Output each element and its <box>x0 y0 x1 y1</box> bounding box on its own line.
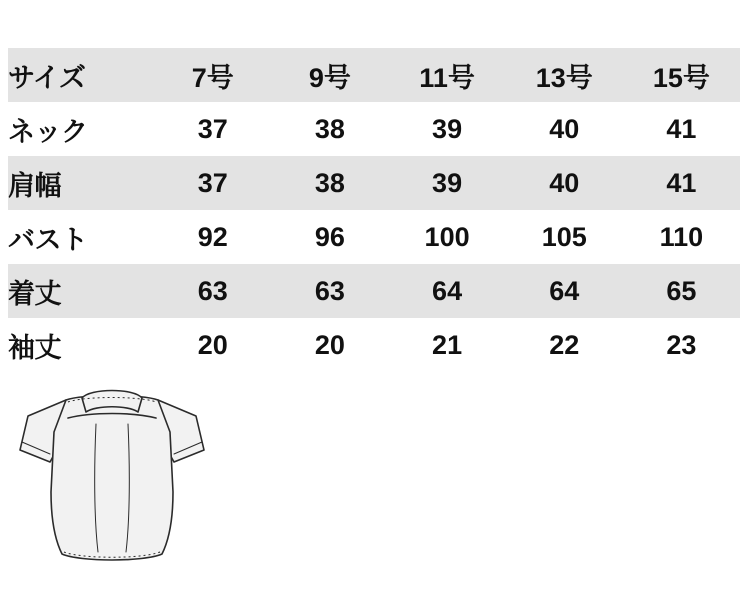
garment-illustration <box>10 372 220 577</box>
cell-sleeve-9: 20 <box>271 318 388 372</box>
table-row <box>8 264 740 318</box>
cell-sleeve-13: 22 <box>506 318 623 372</box>
cell-shoulder-11: 39 <box>389 156 506 210</box>
table-row <box>8 318 740 372</box>
cell-length-11: 64 <box>389 264 506 318</box>
cell-sleeve-15: 23 <box>623 318 740 372</box>
cell-shoulder-7: 37 <box>154 156 271 210</box>
cell-bust-11: 100 <box>389 210 506 264</box>
cell-bust-13: 105 <box>506 210 623 264</box>
column-header-13: 13号 <box>506 48 623 102</box>
cell-neck-11: 39 <box>389 102 506 156</box>
cell-neck-13: 40 <box>506 102 623 156</box>
table-header-row <box>8 48 740 102</box>
column-header-15: 15号 <box>623 48 740 102</box>
row-label-neck: ネック <box>8 102 154 156</box>
column-header-11: 11号 <box>389 48 506 102</box>
cell-bust-7: 92 <box>154 210 271 264</box>
cell-shoulder-15: 41 <box>623 156 740 210</box>
table-row <box>8 102 740 156</box>
column-header-9: 9号 <box>271 48 388 102</box>
table-row <box>8 156 740 210</box>
column-header-size: サイズ <box>8 48 154 102</box>
row-label-bust: バスト <box>8 210 154 264</box>
column-header-7: 7号 <box>154 48 271 102</box>
cell-neck-9: 38 <box>271 102 388 156</box>
cell-bust-15: 110 <box>623 210 740 264</box>
cell-sleeve-11: 21 <box>389 318 506 372</box>
cell-bust-9: 96 <box>271 210 388 264</box>
cell-shoulder-9: 38 <box>271 156 388 210</box>
size-table <box>8 48 740 372</box>
cell-length-7: 63 <box>154 264 271 318</box>
row-label-length: 着丈 <box>8 264 154 318</box>
row-label-shoulder: 肩幅 <box>8 156 154 210</box>
cell-neck-15: 41 <box>623 102 740 156</box>
row-label-sleeve: 袖丈 <box>8 318 154 372</box>
cell-length-15: 65 <box>623 264 740 318</box>
short-sleeve-blouse-back-icon <box>10 372 220 577</box>
cell-length-13: 64 <box>506 264 623 318</box>
cell-sleeve-7: 20 <box>154 318 271 372</box>
cell-neck-7: 37 <box>154 102 271 156</box>
table-row <box>8 210 740 264</box>
cell-shoulder-13: 40 <box>506 156 623 210</box>
cell-length-9: 63 <box>271 264 388 318</box>
